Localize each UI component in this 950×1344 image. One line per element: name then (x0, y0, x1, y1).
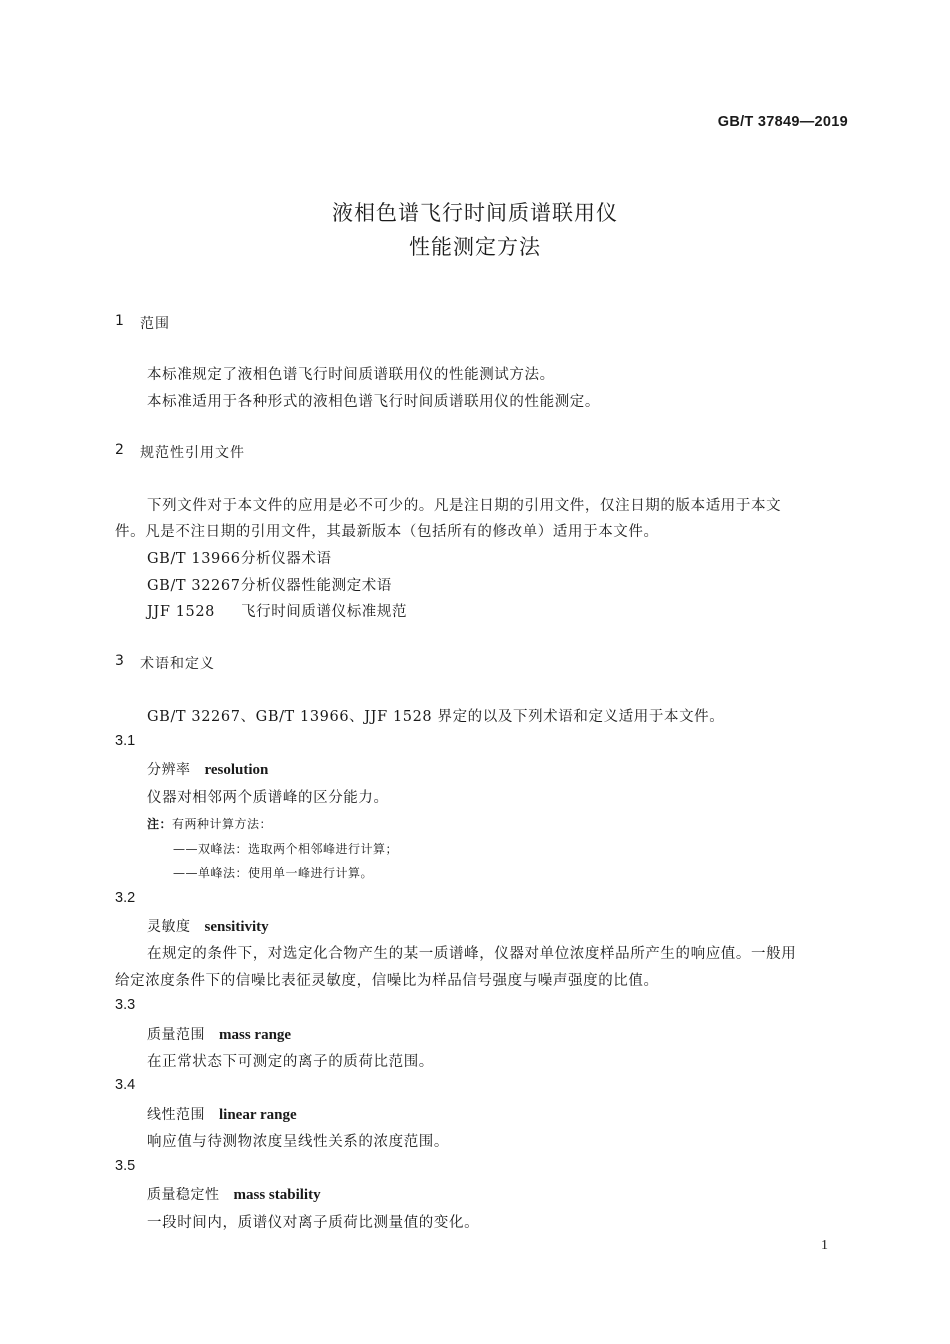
document-title-line1: 液相色谱飞行时间质谱联用仪 (332, 201, 618, 225)
section-1-paragraph-2: 本标准适用于各种形式的液相色谱飞行时间质谱联用仪的性能测定。 (147, 394, 600, 410)
term-3-4-number: 3.4 (115, 1077, 136, 1093)
reference-code: GB/T 32267 (147, 578, 241, 594)
note-text: 有两种计算方法： (172, 817, 273, 831)
reference-name: 分析仪器性能测定术语 (241, 578, 392, 594)
term-3-2-definition-line-1: 在规定的条件下，对选定化合物产生的某一质谱峰，仪器对单位浓度样品所产生的响应值。一般用 (147, 946, 797, 962)
section-2-number: 2 (115, 442, 125, 458)
reference-item (147, 600, 407, 621)
term-english: linear range (219, 1107, 297, 1123)
reference-code: JJF 1528 (147, 604, 215, 620)
term-3-1-note (147, 815, 272, 832)
section-2-title: 规范性引用文件 (140, 445, 245, 461)
term-chinese: 灵敏度 (147, 919, 191, 935)
term-3-5-number: 3.5 (115, 1158, 136, 1174)
reference-item (147, 547, 332, 568)
section-1-paragraph-1: 本标准规定了液相色谱飞行时间质谱联用仪的性能测试方法。 (147, 367, 555, 383)
term-3-2-definition-line-2: 给定浓度条件下的信噪比表征灵敏度，信噪比为样品信号强度与噪声强度的比值。 (115, 973, 659, 989)
term-3-2-number: 3.2 (115, 890, 136, 906)
term-chinese: 质量范围 (147, 1027, 205, 1043)
reference-code: GB/T 13966 (147, 551, 241, 567)
section-3-title: 术语和定义 (140, 656, 215, 672)
section-3-intro: GB/T 32267、GB/T 13966、JJF 1528 界定的以及下列术语和定义适用于本文件。 (147, 709, 725, 725)
term-english: mass stability (233, 1187, 321, 1203)
document-title-line2: 性能测定方法 (409, 235, 541, 259)
note-label: 注： (147, 817, 173, 831)
reference-name: 分析仪器术语 (241, 551, 332, 567)
term-3-1-number: 3.1 (115, 733, 136, 749)
term-3-3-definition: 在正常状态下可测定的离子的质荷比范围。 (147, 1054, 434, 1070)
term-3-5-definition: 一段时间内，质谱仪对离子质荷比测量值的变化。 (147, 1215, 480, 1231)
term-3-3-heading (147, 1024, 291, 1044)
section-2-paragraph-line-2: 件。凡是不注日期的引用文件，其最新版本（包括所有的修改单）适用于本文件。 (115, 524, 659, 540)
term-3-1-heading (147, 759, 268, 779)
reference-item (147, 574, 392, 595)
term-3-1-definition: 仪器对相邻两个质谱峰的区分能力。 (147, 790, 389, 806)
note-list-item: ——单峰法：使用单一峰进行计算。 (173, 866, 374, 880)
reference-name: 飞行时间质谱仪标准规范 (241, 604, 408, 620)
term-chinese: 线性范围 (147, 1107, 205, 1123)
term-chinese: 分辨率 (147, 762, 191, 778)
standard-code: GB/T 37849—2019 (717, 114, 848, 130)
term-english: mass range (219, 1027, 292, 1043)
section-2-paragraph-line-1: 下列文件对于本文件的应用是必不可少的。凡是注日期的引用文件，仅注日期的版本适用于本文 (147, 498, 782, 514)
section-3-number: 3 (115, 653, 125, 669)
term-3-4-heading (147, 1104, 297, 1124)
term-3-5-heading (147, 1184, 321, 1204)
page-number: 1 (821, 1238, 828, 1253)
term-chinese: 质量稳定性 (147, 1187, 220, 1203)
term-3-2-heading (147, 916, 269, 936)
term-3-4-definition: 响应值与待测物浓度呈线性关系的浓度范围。 (147, 1134, 449, 1150)
section-1-title: 范围 (140, 316, 170, 332)
term-english: sensitivity (204, 919, 269, 935)
note-list-item: ——双峰法：选取两个相邻峰进行计算； (173, 842, 399, 856)
term-3-3-number: 3.3 (115, 997, 136, 1013)
section-1-number: 1 (115, 313, 125, 329)
term-english: resolution (204, 762, 269, 778)
